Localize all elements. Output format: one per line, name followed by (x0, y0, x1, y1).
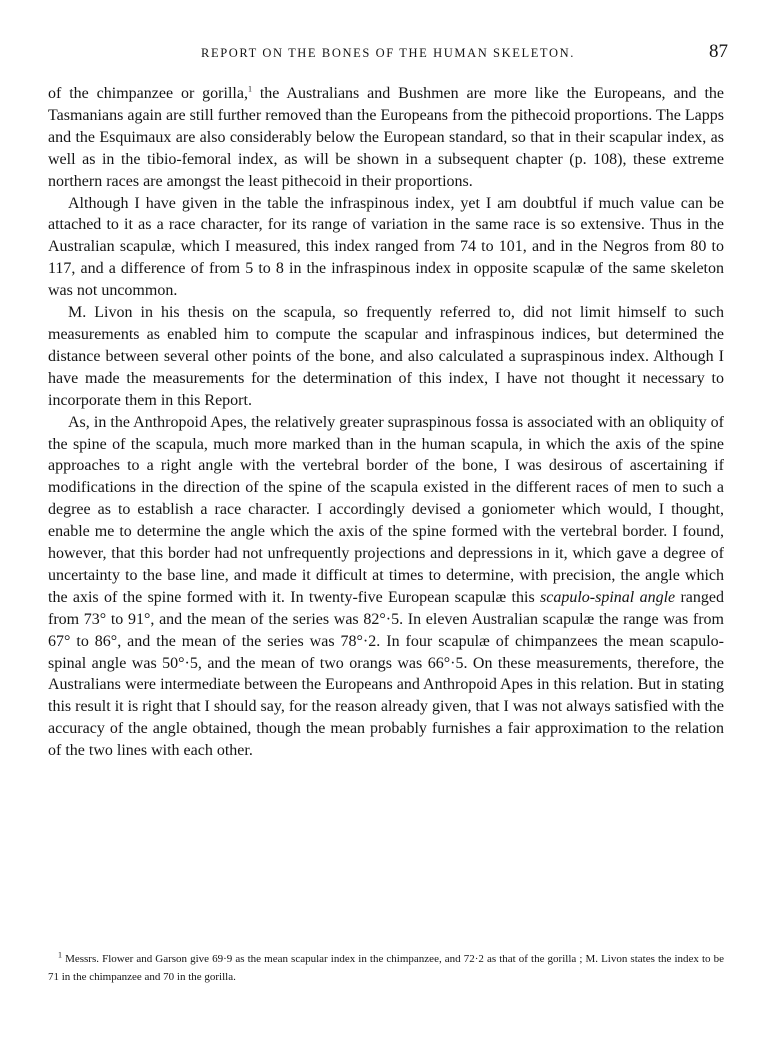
paragraph-4-text-b: ranged from 73° to 91°, and the mean of the series was 82°·5. In eleven Australian scapulæ the range was from 67° to 86°, and the mean of the series was 78°·2. In four scapulæ of chimpanzees the mean scapulo-spinal angle was 50°·5, and the mean of two orangs was 66°·5. On these measurements, therefore, the Australians were intermediate between the Europeans and Anthropoid Apes in this relation. But in stating this result it is right that I should say, for the reason already given, that I was not always satisfied with the accuracy of the angle obtained, though the mean probably furnishes a fair approximation to the relation of the two lines with each other. (48, 588, 724, 760)
header-title: REPORT ON THE BONES OF THE HUMAN SKELETON. (201, 46, 575, 60)
paragraph-1-text-b: the Australians and Bushmen are more like the Europeans, and the Tasmanians again are still further removed than the Europeans from the pithecoid proportions. The Lapps and the Esquimaux are also considerably below the European standard, so that in their scapular index, as well as in the tibio-femoral index, as will be shown in a subsequent chapter (p. 108), these extreme northern races are amongst the least pithecoid in their proportions. (48, 85, 724, 190)
body-text (48, 83, 724, 762)
footnote-mark: 1 (58, 950, 62, 960)
running-header (48, 41, 728, 64)
paragraph-1-text-a: of the chimpanzee or gorilla, (48, 85, 248, 102)
paragraph-4-text-a: As, in the Anthropoid Apes, the relatively greater supraspinous fossa is associated with an obliquity of the spine of the scapula, much more marked than in the human scapula, in which the axis of the spine approaches to a right angle with the vertebral border of the bone, I was desirous of ascertaining if modifications in the direction of the spine of the scapula existed in the different races of men to such a degree as to establish a race character. I accordingly devised a goniometer which would, I thought, enable me to determine the angle which the axis of the spine formed with the vertebral border. I found, however, that this border had not unfrequently projections and depressions in it, which gave a degree of uncertainty to the base line, and made it difficult at times to determine, with precision, the angle which the axis of the spine formed with it. In twenty-five European scapulæ this (48, 413, 724, 606)
paragraph-4 (48, 412, 724, 763)
page-number: 87 (709, 41, 728, 62)
paragraph-2: Although I have given in the table the infraspinous index, yet I am doubtful if much value can be attached to it as a race character, for its range of variation in the same race is so extensive. Thus in the Australian scapulæ, which I measured, this index ranged from 74 to 101, and in the Negros from 80 to 117, and a difference of from 5 to 8 in the infraspinous index in opposite scapulæ of the same skeleton was not uncommon. (48, 194, 724, 300)
footnote-1 (48, 950, 724, 986)
paragraph-3: M. Livon in his thesis on the scapula, so frequently referred to, did not limit himself to such measurements as enabled him to compute the scapular and infraspinous indices, but determined the distance between several other points of the bone, and also calculated a supraspinous index. Although I have made the measurements for the determination of this index, I have not thought it necessary to incorporate them in this Report. (48, 304, 724, 409)
footnote-text: Messrs. Flower and Garson give 69·9 as the mean scapular index in the chimpanzee, and 72·2 as that of the gorilla ; M. Livon states the index to be 71 in the chimpanzee and 70 in the gorilla. (48, 953, 724, 983)
scapulo-spinal-angle-term: scapulo-spinal angle (540, 588, 676, 606)
footnotes (48, 950, 724, 986)
paragraph-1 (48, 83, 724, 193)
footnote-reference-mark: 1 (247, 84, 252, 94)
